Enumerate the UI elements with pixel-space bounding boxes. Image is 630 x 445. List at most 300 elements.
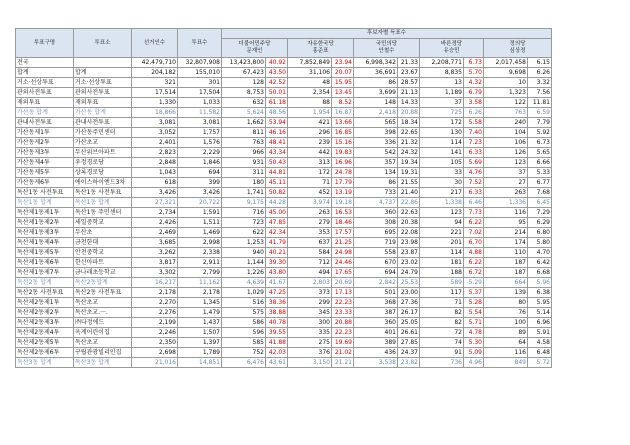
cell-candidate-votes: 141 <box>420 148 464 158</box>
cell-candidate-votes: 221 <box>420 228 464 238</box>
cell-candidate-pct: 43.61 <box>266 358 288 368</box>
cell-candidate-votes: 116 <box>484 348 528 358</box>
cell-candidate-pct: 24.79 <box>398 268 420 278</box>
cell-booth <box>74 58 132 68</box>
table-row <box>16 248 552 258</box>
cell-candidate-pct: 42.03 <box>266 348 288 358</box>
cell-candidate-votes: 368 <box>354 298 398 308</box>
cell-candidate-votes: 82 <box>420 308 464 318</box>
cell-candidate-votes: 308 <box>354 218 398 228</box>
cell-votes: 1,511 <box>178 218 222 228</box>
cell-candidate-votes: 712 <box>288 258 332 268</box>
cell-voters: 204,182 <box>132 68 178 78</box>
table-row <box>16 318 552 328</box>
cell-candidate-pct: 5.80 <box>528 238 552 248</box>
cell-voters: 2,698 <box>132 348 178 358</box>
cell-candidate-votes: 694 <box>354 268 398 278</box>
cell-candidate-pct: 21.13 <box>398 88 420 98</box>
cell-voters: 3,052 <box>132 128 178 138</box>
cell-candidate-votes: 311 <box>222 168 266 178</box>
cell-candidate-pct: 3.58 <box>464 98 484 108</box>
table-row <box>16 198 552 208</box>
cell-candidate-pct: 6.73 <box>464 58 484 68</box>
cell-candidate-votes: 2,354 <box>288 88 332 98</box>
cell-candidate-pct: 6.46 <box>464 198 484 208</box>
cell-candidate-votes: 1,954 <box>288 108 332 118</box>
cell-candidate-votes: 542 <box>354 148 398 158</box>
cell-candidate-votes: 217 <box>420 188 464 198</box>
cell-voters: 1,043 <box>132 168 178 178</box>
cell-candidate-pct: 4.70 <box>528 248 552 258</box>
cell-voters: 2,823 <box>132 148 178 158</box>
cell-candidate-pct: 20.88 <box>332 318 354 328</box>
cell-candidate-pct: 27.85 <box>398 338 420 348</box>
cell-candidate-votes: 300 <box>288 318 332 328</box>
cell-candidate-votes: 313 <box>288 158 332 168</box>
cell-candidate-votes: 398 <box>354 128 398 138</box>
cell-candidate-pct: 26.61 <box>398 328 420 338</box>
cell-unit: 가산동제3투 <box>16 148 74 158</box>
cell-booth: 독산초교 <box>74 338 132 348</box>
cell-candidate-pct: 5.70 <box>464 68 484 78</box>
cell-candidate-votes: 139 <box>484 288 528 298</box>
cell-booth: 독산2동합계 <box>74 278 132 288</box>
cell-candidate-pct: 44.81 <box>266 168 288 178</box>
cell-candidate-pct: 21.33 <box>398 58 420 68</box>
cell-candidate-votes: 106 <box>484 138 528 148</box>
table-row <box>16 238 552 248</box>
cell-candidate-pct: 23.98 <box>398 238 420 248</box>
cell-candidate-votes: 723 <box>222 218 266 228</box>
cell-candidate-pct: 48.41 <box>266 138 288 148</box>
cell-votes: 1,757 <box>178 128 222 138</box>
cell-booth: 독산2동 사전투표 <box>74 288 132 298</box>
cell-unit: 가산동제6투 <box>16 178 74 188</box>
cell-unit: 가산동제1투 <box>16 128 74 138</box>
cell-unit: 독산제1동제5투 <box>16 248 74 258</box>
cell-candidate-pct: 5.14 <box>528 308 552 318</box>
cell-candidate-pct: 4.88 <box>464 248 484 258</box>
cell-candidate-pct: 24.37 <box>398 348 420 358</box>
cell-voters: 2,350 <box>132 338 178 348</box>
cell-candidate-pct: 5.96 <box>528 278 552 288</box>
table-row <box>16 78 552 88</box>
cell-candidate-pct: 15.16 <box>332 138 354 148</box>
cell-candidate-votes: 128 <box>222 78 266 88</box>
cell-candidate-votes: 452 <box>288 188 332 198</box>
cell-candidate-votes: 7,852,849 <box>288 58 332 68</box>
cell-candidate-pct: 23.02 <box>398 258 420 268</box>
cell-booth: 독산초교.ㅡ. <box>74 308 132 318</box>
cell-candidate-votes: 64 <box>484 338 528 348</box>
cell-candidate-votes: 86 <box>354 178 398 188</box>
cell-votes: 1,576 <box>178 138 222 148</box>
cell-booth: 재외투표 <box>74 98 132 108</box>
table-row <box>16 288 552 298</box>
table-row <box>16 148 552 158</box>
cell-candidate-pct: 5.65 <box>528 148 552 158</box>
cell-candidate-pct: 21.02 <box>332 348 354 358</box>
cell-candidate-pct: 47.25 <box>266 288 288 298</box>
cell-candidate-pct: 20.88 <box>398 108 420 118</box>
cell-candidate-votes: 116 <box>484 208 528 218</box>
cell-candidate-pct: 5.72 <box>528 358 552 368</box>
cell-candidate-votes: 13,423,800 <box>222 58 266 68</box>
table-row <box>16 348 552 358</box>
cell-candidate-pct: 5.29 <box>464 278 484 288</box>
cell-candidate-pct: 50.43 <box>266 158 288 168</box>
election-results-table <box>15 28 552 368</box>
cell-candidate-votes: 1,144 <box>222 258 266 268</box>
cell-voters: 3,262 <box>132 248 178 258</box>
table-row <box>16 128 552 138</box>
cell-unit: 독산제1동제2투 <box>16 218 74 228</box>
cell-candidate-votes: 275 <box>288 338 332 348</box>
cell-candidate-votes: 360 <box>354 318 398 328</box>
cell-candidate-pct: 5.33 <box>528 168 552 178</box>
cell-candidate-pct: 4.78 <box>464 328 484 338</box>
cell-votes: 11,162 <box>178 278 222 288</box>
candidate-name: 홍준표 <box>312 48 329 54</box>
cell-candidate-votes: 181 <box>420 258 464 268</box>
candidate-name: 문재인 <box>246 48 263 54</box>
cell-candidate-pct: 5.95 <box>528 298 552 308</box>
cell-candidate-votes: 1,662 <box>222 118 266 128</box>
cell-candidate-pct: 5.91 <box>528 328 552 338</box>
header-candidate-group: 후보자별 득표수 <box>222 29 552 39</box>
cell-unit: 독산제2동제5투 <box>16 338 74 348</box>
cell-votes: 14,851 <box>178 358 222 368</box>
cell-candidate-pct: 24.78 <box>332 168 354 178</box>
header-votes: 투표수 <box>178 29 222 58</box>
cell-candidate-pct: 6.70 <box>464 238 484 248</box>
cell-candidate-pct: 25.53 <box>398 278 420 288</box>
cell-candidate-votes: 148 <box>354 98 398 108</box>
cell-candidate-pct: 6.15 <box>528 58 552 68</box>
cell-candidate-pct: 41.67 <box>266 278 288 288</box>
cell-votes: 1,437 <box>178 318 222 328</box>
table-row <box>16 178 552 188</box>
cell-unit: 가산동제5투 <box>16 168 74 178</box>
cell-candidate-pct: 40.92 <box>266 58 288 68</box>
cell-candidate-pct: 6.29 <box>528 218 552 228</box>
cell-candidate-votes: 37 <box>484 168 528 178</box>
cell-candidate-votes: 357 <box>354 158 398 168</box>
table-row <box>16 58 552 68</box>
cell-voters: 2,734 <box>132 208 178 218</box>
cell-votes: 2,178 <box>178 288 222 298</box>
cell-candidate-votes: 299 <box>288 298 332 308</box>
cell-candidate-votes: 376 <box>288 348 332 358</box>
cell-candidate-pct: 6.48 <box>528 348 552 358</box>
table-row <box>16 218 552 228</box>
cell-unit: 재외투표 <box>16 98 74 108</box>
cell-candidate-pct: 11.81 <box>528 98 552 108</box>
cell-candidate-votes: 10 <box>484 78 528 88</box>
cell-candidate-pct: 21.55 <box>398 178 420 188</box>
cell-candidate-votes: 1,029 <box>222 288 266 298</box>
cell-candidate-votes: 80 <box>484 298 528 308</box>
cell-booth: 두산초 <box>74 228 132 238</box>
cell-candidate-pct: 21.40 <box>398 188 420 198</box>
cell-candidate-votes: 172 <box>420 118 464 128</box>
cell-candidate-votes: 6,476 <box>222 358 266 368</box>
cell-candidate-pct: 43.80 <box>266 268 288 278</box>
cell-votes: 1,507 <box>178 328 222 338</box>
cell-votes: 1,846 <box>178 158 222 168</box>
cell-candidate-votes: 31,106 <box>288 68 332 78</box>
cell-voters: 2,469 <box>132 228 178 238</box>
cell-unit: 독산2동 사전투표 <box>16 288 74 298</box>
cell-candidate-pct: 16.87 <box>332 108 354 118</box>
cell-voters: 2,848 <box>132 158 178 168</box>
cell-candidate-votes: 37 <box>420 98 464 108</box>
cell-candidate-votes: 3,699 <box>354 88 398 98</box>
cell-candidate-pct: 6.68 <box>528 268 552 278</box>
table-row <box>16 138 552 148</box>
cell-candidate-votes: 516 <box>222 298 266 308</box>
cell-booth: ㈜다정에드 <box>74 318 132 328</box>
cell-candidate-votes: 114 <box>420 138 464 148</box>
cell-candidate-pct: 6.72 <box>464 268 484 278</box>
cell-candidate-votes: 585 <box>222 338 266 348</box>
table-row <box>16 268 552 278</box>
cell-candidate-pct: 23.82 <box>398 358 420 368</box>
cell-candidate-pct: 6.66 <box>528 158 552 168</box>
cell-booth: 독산1동 사전투표 <box>74 188 132 198</box>
cell-votes: 3,426 <box>178 188 222 198</box>
cell-candidate-votes: 695 <box>354 228 398 238</box>
cell-candidate-pct: 45.11 <box>266 178 288 188</box>
cell-candidate-votes: 1,338 <box>420 198 464 208</box>
cell-candidate-pct: 19.31 <box>398 168 420 178</box>
cell-candidate-votes: 763 <box>222 138 266 148</box>
cell-candidate-pct: 40.21 <box>266 248 288 258</box>
cell-candidate-pct: 42.52 <box>266 78 288 88</box>
candidate-party: 국민의당 <box>375 41 398 47</box>
cell-candidate-votes: 335 <box>288 328 332 338</box>
cell-candidate-votes: 214 <box>484 228 528 238</box>
cell-voters: 2,270 <box>132 298 178 308</box>
cell-candidate-votes: 811 <box>222 128 266 138</box>
cell-candidate-votes: 74 <box>420 338 464 348</box>
cell-candidate-pct: 41.88 <box>266 338 288 348</box>
cell-candidate-pct: 6.77 <box>528 178 552 188</box>
cell-candidate-pct: 4.32 <box>464 78 484 88</box>
table-row <box>16 158 552 168</box>
cell-candidate-votes: 716 <box>222 208 266 218</box>
candidate-name: 안철수 <box>378 48 395 54</box>
cell-candidate-pct: 7.56 <box>528 88 552 98</box>
cell-candidate-votes: 353 <box>288 228 332 238</box>
cell-candidate-votes: 763 <box>484 108 528 118</box>
cell-candidate-votes: 596 <box>222 328 266 338</box>
cell-candidate-votes: 123 <box>484 158 528 168</box>
cell-booth: 가산동 합계 <box>74 108 132 118</box>
cell-candidate-pct: 20.07 <box>332 68 354 78</box>
cell-candidate-votes: 2,017,458 <box>484 58 528 68</box>
cell-booth: 합계 <box>74 68 132 78</box>
cell-candidate-votes: 134 <box>354 168 398 178</box>
cell-candidate-pct: 7.73 <box>464 208 484 218</box>
cell-candidate-votes: 3,150 <box>288 358 332 368</box>
cell-candidate-votes: 719 <box>354 238 398 248</box>
cell-candidate-votes: 104 <box>484 128 528 138</box>
cell-voters: 17,514 <box>132 88 178 98</box>
cell-unit: 독산제2동제1투 <box>16 298 74 308</box>
cell-voters: 3,426 <box>132 188 178 198</box>
cell-candidate-votes: 174 <box>484 238 528 248</box>
cell-candidate-votes: 4,737 <box>354 198 398 208</box>
cell-voters: 3,081 <box>132 118 178 128</box>
cell-candidate-votes: 48 <box>288 78 332 88</box>
cell-candidate-pct: 4.58 <box>528 338 552 348</box>
cell-booth: 독산3동 합계 <box>74 358 132 368</box>
cell-candidate-votes: 1,189 <box>420 88 464 98</box>
cell-candidate-pct: 6.22 <box>464 258 484 268</box>
cell-candidate-votes: 442 <box>288 148 332 158</box>
cell-booth: 관내사전투표 <box>74 118 132 128</box>
cell-candidate-pct: 5.37 <box>464 288 484 298</box>
cell-candidate-pct: 7.79 <box>528 118 552 128</box>
cell-candidate-pct: 6.26 <box>464 108 484 118</box>
cell-candidate-votes: 1,253 <box>222 238 266 248</box>
cell-candidate-pct: 6.38 <box>528 288 552 298</box>
cell-voters: 3,302 <box>132 268 178 278</box>
cell-candidate-votes: 736 <box>420 358 464 368</box>
cell-candidate-votes: 9,175 <box>222 198 266 208</box>
cell-candidate-votes: 86 <box>354 78 398 88</box>
cell-unit: 가산동제4투 <box>16 158 74 168</box>
cell-candidate-votes: 389 <box>354 338 398 348</box>
cell-votes: 2,799 <box>178 268 222 278</box>
cell-candidate-pct: 5.69 <box>464 158 484 168</box>
table-row <box>16 68 552 78</box>
cell-unit: 독산1동 합계 <box>16 198 74 208</box>
cell-votes: 17,504 <box>178 88 222 98</box>
cell-unit: 독산제1동제4투 <box>16 238 74 248</box>
cell-candidate-votes: 345 <box>288 308 332 318</box>
cell-booth: 가산동주민센터 <box>74 128 132 138</box>
table-row <box>16 258 552 268</box>
cell-candidate-pct: 19.83 <box>332 148 354 158</box>
cell-voters: 42,479,710 <box>132 58 178 68</box>
table-row <box>16 338 552 348</box>
cell-voters: 2,178 <box>132 288 178 298</box>
cell-candidate-pct: 6.80 <box>528 228 552 238</box>
cell-candidate-pct: 20.38 <box>398 218 420 228</box>
cell-candidate-pct: 19.18 <box>332 198 354 208</box>
cell-candidate-votes: 72 <box>420 328 464 338</box>
cell-candidate-pct: 24.32 <box>398 148 420 158</box>
cell-candidate-pct: 46.16 <box>266 128 288 138</box>
table-row <box>16 278 552 288</box>
cell-candidate-pct: 5.30 <box>464 338 484 348</box>
table-header <box>16 29 552 58</box>
cell-candidate-pct: 7.29 <box>528 208 552 218</box>
candidate-party: 자유한국당 <box>307 41 334 47</box>
cell-candidate-pct: 45.00 <box>266 208 288 218</box>
cell-candidate-votes: 82 <box>420 318 464 328</box>
cell-candidate-pct: 23.94 <box>332 58 354 68</box>
cell-booth: 독산초교 <box>74 298 132 308</box>
cell-candidate-pct: 17.13 <box>332 288 354 298</box>
candidate-name: 유승민 <box>443 48 460 54</box>
cell-booth: 관외사전투표 <box>74 88 132 98</box>
cell-candidate-votes: 76 <box>484 308 528 318</box>
cell-candidate-pct: 18.34 <box>398 118 420 128</box>
cell-voters: 2,199 <box>132 318 178 328</box>
cell-booth: 금나래초등학교 <box>74 268 132 278</box>
cell-voters: 2,401 <box>132 138 178 148</box>
cell-candidate-pct: 16.53 <box>332 208 354 218</box>
cell-voters: 2,276 <box>132 308 178 318</box>
cell-candidate-pct: 8.52 <box>332 98 354 108</box>
cell-votes: 1,469 <box>178 228 222 238</box>
cell-unit: 독산제2동제6투 <box>16 348 74 358</box>
cell-candidate-votes: 1,741 <box>222 188 266 198</box>
table-row <box>16 208 552 218</box>
cell-candidate-votes: 575 <box>222 308 266 318</box>
cell-candidate-pct: 15.95 <box>332 78 354 88</box>
table-row <box>16 308 552 318</box>
cell-candidate-pct: 53.94 <box>266 118 288 128</box>
cell-candidate-pct: 13.19 <box>332 188 354 198</box>
cell-voters: 21,016 <box>132 358 178 368</box>
cell-candidate-pct: 14.33 <box>398 98 420 108</box>
cell-candidate-votes: 2,803 <box>288 278 332 288</box>
header-voters: 선거인수 <box>132 29 178 58</box>
cell-candidate-pct: 6.59 <box>528 108 552 118</box>
cell-candidate-votes: 436 <box>354 348 398 358</box>
cell-unit: 독산제2동제2투 <box>16 308 74 318</box>
cell-candidate-votes: 1,323 <box>484 88 528 98</box>
cell-candidate-votes: 89 <box>484 328 528 338</box>
cell-candidate-votes: 632 <box>222 98 266 108</box>
cell-candidate-pct: 23.67 <box>398 68 420 78</box>
cell-candidate-votes: 387 <box>354 308 398 318</box>
cell-voters: 18,866 <box>132 108 178 118</box>
cell-candidate-pct: 20.69 <box>332 278 354 288</box>
cell-candidate-pct: 6.33 <box>464 148 484 158</box>
cell-booth: 두산위브아파트 <box>74 148 132 158</box>
cell-votes: 694 <box>178 168 222 178</box>
cell-candidate-pct: 16.96 <box>332 158 354 168</box>
table-row <box>16 88 552 98</box>
cell-booth: 독산1동 주민센터 <box>74 208 132 218</box>
cell-candidate-pct: 3.32 <box>528 78 552 88</box>
cell-candidate-pct: 7.68 <box>528 188 552 198</box>
cell-unit: 독산제1동제7투 <box>16 268 74 278</box>
cell-candidate-pct: 5.28 <box>464 298 484 308</box>
cell-candidate-votes: 360 <box>354 208 398 218</box>
cell-candidate-pct: 23.00 <box>398 288 420 298</box>
cell-unit: 전국 <box>16 58 74 68</box>
cell-votes: 155,010 <box>178 68 222 78</box>
cell-booth: 안천중학교 <box>74 248 132 258</box>
cell-voters: 3,685 <box>132 238 178 248</box>
cell-unit: 독산2동 합계 <box>16 278 74 288</box>
cell-candidate-votes: 558 <box>354 248 398 258</box>
cell-votes: 1,789 <box>178 348 222 358</box>
header-candidate <box>484 39 552 58</box>
cell-candidate-pct: 43.50 <box>266 68 288 78</box>
cell-candidate-pct: 21.32 <box>398 138 420 148</box>
cell-candidate-votes: 4,639 <box>222 278 266 288</box>
cell-votes: 2,229 <box>178 148 222 158</box>
cell-votes: 399 <box>178 178 222 188</box>
cell-candidate-pct: 25.05 <box>398 318 420 328</box>
